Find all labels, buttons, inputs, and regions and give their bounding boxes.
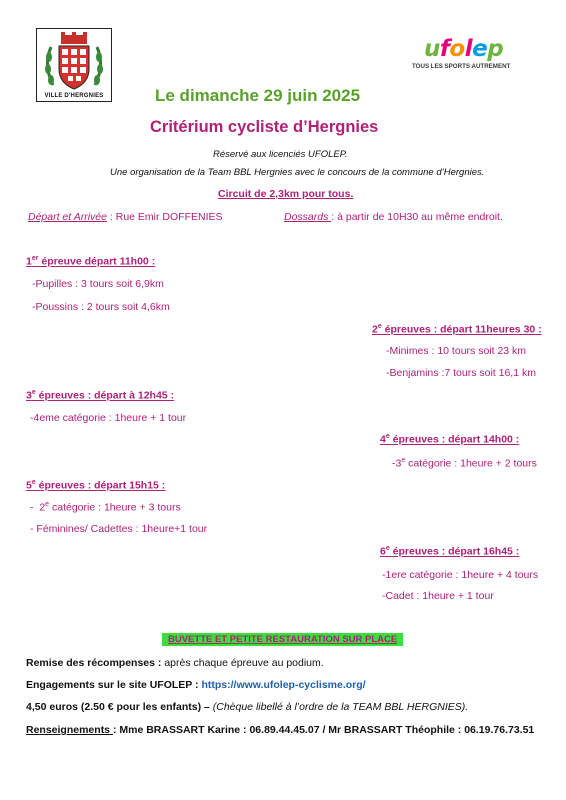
race-5-title: 5e épreuves : départ 15h15 : (26, 479, 166, 492)
ufolep-tagline: TOUS LES SPORTS AUTREMENT (412, 63, 511, 70)
ufolep-wordmark (424, 36, 503, 62)
race-3-title: 3e épreuves : départ à 12h45 : (26, 389, 175, 402)
race-1-line-1: -Pupilles : 3 tours soit 6,9km (32, 278, 164, 290)
race-6-line-2: -Cadet : 1heure + 1 tour (382, 590, 494, 602)
dossards-value: : à partir de 10H30 au même endroit. (331, 211, 503, 223)
event-date: Le dimanche 29 juin 2025 (155, 86, 361, 105)
ufolep-logo (412, 36, 532, 76)
event-title: Critérium cycliste d’Hergnies (150, 118, 379, 136)
remise-line: Remise des récompenses : après chaque épreuve au podium. (26, 657, 324, 669)
depart-arrivee (28, 211, 223, 223)
race-2-title: 2e épreuves : départ 11heures 30 : (372, 323, 542, 336)
race-4-title: 4e épreuves : départ 14h00 : (380, 433, 520, 446)
ufolep-letter: u (424, 36, 440, 62)
circuit-info: Circuit de 2,3km pour tous. (218, 188, 354, 200)
depart-label: Départ et Arrivée (28, 211, 107, 223)
race-4-line-1: -3e catégorie : 1heure + 2 tours (392, 457, 537, 470)
coat-of-arms-icon (37, 29, 111, 101)
ufolep-letter: f (439, 36, 450, 62)
race-1-title: 1er épreuve départ 11h00 : (26, 255, 156, 268)
dossards-label: Dossards (284, 211, 332, 223)
renseignements-line: Renseignements : Mme BRASSART Karine : 06.89.44.45.07 / Mr BRASSART Théophile : 06.19.76.73.51 (26, 724, 535, 736)
town-logo (36, 28, 112, 102)
race-2-line-2: -Benjamins :7 tours soit 16,1 km (386, 367, 536, 379)
race-5-line-1: - 2e catégorie : 1heure + 3 tours (30, 501, 181, 514)
dossards (284, 211, 503, 223)
ufolep-letter: p (487, 36, 504, 62)
ufolep-letter: l (464, 36, 473, 62)
race-1-line-2: -Poussins : 2 tours soit 4,6km (32, 301, 170, 313)
prix-line: 4,50 euros (2.50 € pour les enfants) – (Chèque libellé à l’ordre de la TEAM BBL HERGNIES). (26, 701, 469, 713)
ufolep-letter: e (472, 36, 488, 62)
ufolep-letter: o (449, 36, 465, 62)
reserved-note: Réservé aux licenciés UFOLEP. (213, 149, 348, 160)
race-6-line-1: -1ere catégorie : 1heure + 4 tours (382, 569, 539, 581)
race-3-line-1: -4eme catégorie : 1heure + 1 tour (30, 412, 187, 424)
organisation-note: Une organisation de la Team BBL Hergnies avec le concours de la commune d’Hergnies. (110, 167, 485, 178)
depart-value: : Rue Emir DOFFENIES (106, 211, 223, 223)
engagements-link[interactable]: https://www.ufolep-cyclisme.org/ (198, 679, 366, 691)
race-2-line-1: -Minimes : 10 tours soit 23 km (386, 345, 527, 357)
race-5-line-2: - Féminines/ Cadettes : 1heure+1 tour (30, 523, 208, 535)
buvette-banner: BUVETTE ET PETITE RESTAURATION SUR PLACE (162, 634, 403, 645)
race-6-title: 6e épreuves : départ 16h45 : (380, 545, 520, 558)
engagements-line: Engagements sur le site UFOLEP : https://www.ufolep-cyclisme.org/ (26, 679, 366, 691)
town-logo-label: VILLE D'HERGNIES (44, 93, 104, 99)
